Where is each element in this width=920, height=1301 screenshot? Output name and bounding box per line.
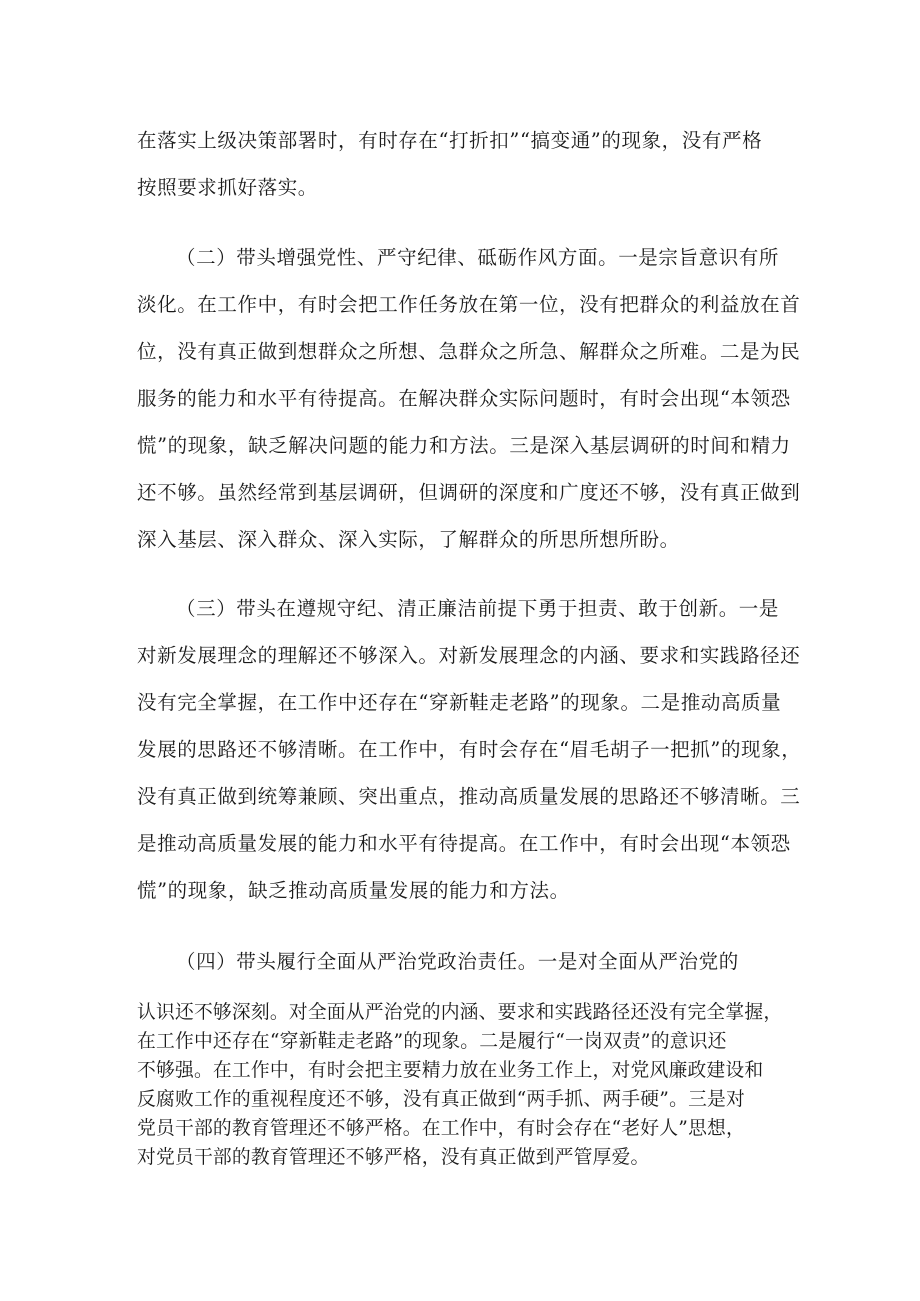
text-line: 对党员干部的教育管理还不够严格，没有真正做到严管厚爱。 xyxy=(137,1147,650,1168)
text-line: 慌”的现象，缺乏推动高质量发展的能力和方法。 xyxy=(137,879,570,902)
text-line: 认识还不够深刻。对全面从严治党的内涵、要求和实践路径还没有完全掌握， xyxy=(137,1002,783,1023)
text-line: （四）带头履行全面从严治党政治责任。一是对全面从严治党的 xyxy=(176,950,739,973)
text-line: 对新发展理念的理解还不够深入。对新发展理念的内涵、要求和实践路径还 xyxy=(137,644,801,667)
text-line: 深入基层、深入群众、深入实际，了解群众的所思所想所盼。 xyxy=(137,528,680,551)
text-line: 服务的能力和水平有待提高。在解决群众实际问题时，有时会出现“本领恐 xyxy=(137,387,791,410)
text-line: 反腐败工作的重视程度还不够，没有真正做到“两手抓、两手硬”。三是对 xyxy=(137,1089,746,1110)
text-line: 还不够。虽然经常到基层调研，但调研的深度和广度还不够，没有真正做到 xyxy=(137,481,801,504)
text-line: 是推动高质量发展的能力和水平有待提高。在工作中，有时会出现“本领恐 xyxy=(137,832,791,855)
text-line: 慌”的现象，缺乏解决问题的能力和方法。三是深入基层调研的时间和精力 xyxy=(137,434,791,457)
text-line: 没有完全掌握，在工作中还存在“穿新鞋走老路”的现象。二是推动高质量 xyxy=(137,691,782,714)
text-line: 不够强。在工作中，有时会把主要精力放在业务工作上，对党风廉政建设和 xyxy=(137,1060,764,1081)
text-line: （二）带头增强党性、严守纪律、砥砺作风方面。一是宗旨意识有所 xyxy=(176,246,780,269)
text-line: 淡化。在工作中，有时会把工作任务放在第一位，没有把群众的利益放在首 xyxy=(137,293,801,316)
text-line: （三）带头在遵规守纪、清正廉洁前提下勇于担责、敢于创新。一是 xyxy=(176,597,780,620)
text-line: 在落实上级决策部署时，有时存在“打折扣”“搞变通”的现象，没有严格 xyxy=(137,129,763,152)
text-line: 发展的思路还不够清晰。在工作中，有时会存在“眉毛胡子一把抓”的现象， xyxy=(137,738,802,761)
text-line: 在工作中还存在“穿新鞋走老路”的现象。二是履行“一岗双责”的意识还 xyxy=(137,1031,727,1052)
text-line: 按照要求抓好落实。 xyxy=(137,176,318,199)
text-line: 位，没有真正做到想群众之所想、急群众之所急、解群众之所难。二是为民 xyxy=(137,340,801,363)
text-line: 没有真正做到统筹兼顾、突出重点，推动高质量发展的思路还不够清晰。三 xyxy=(137,785,801,808)
text-line: 党员干部的教育管理还不够严格。在工作中，有时会存在“老好人”思想， xyxy=(137,1118,746,1139)
